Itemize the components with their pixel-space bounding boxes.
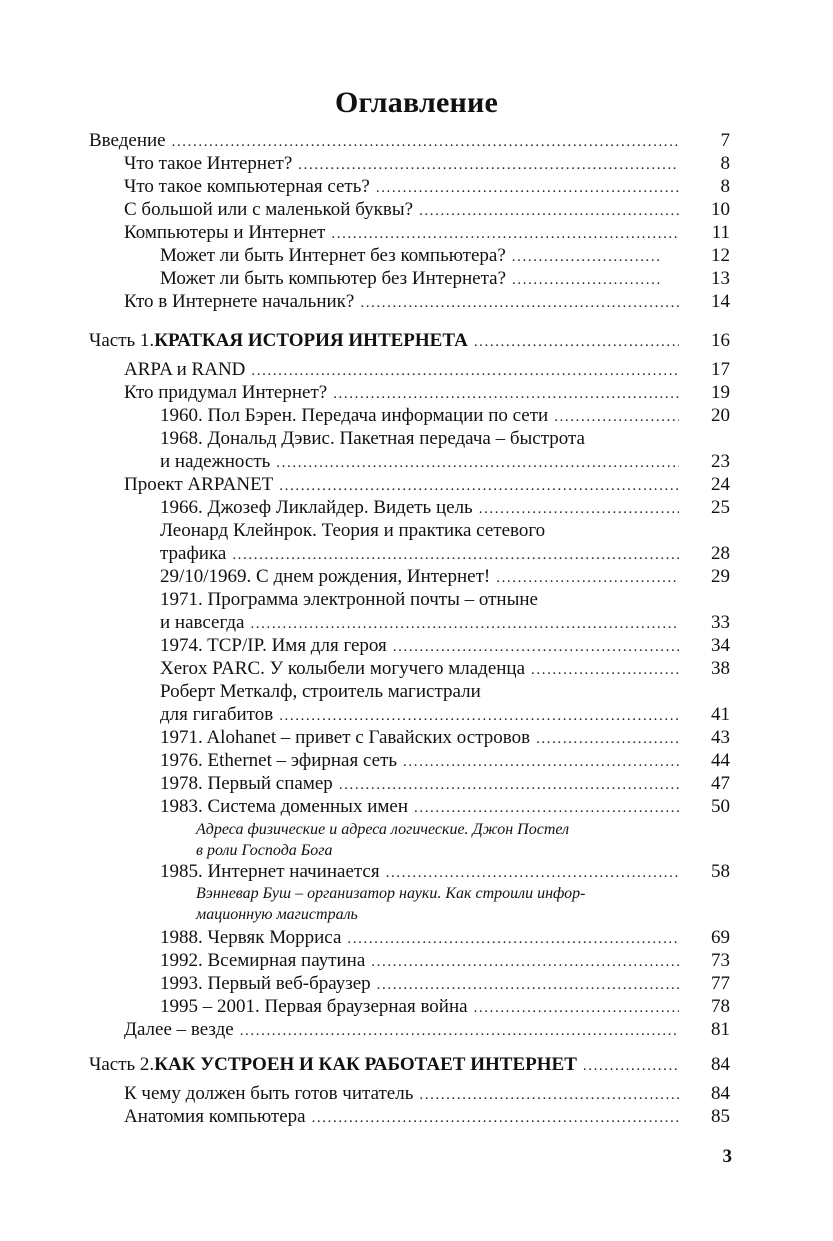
- leader-dots: [376, 177, 679, 200]
- toc-page-number: 11: [711, 222, 730, 243]
- toc-entry-text: Компьютеры и Интернет: [124, 222, 326, 243]
- leader-dots: [554, 406, 679, 429]
- toc-page-number: 7: [720, 130, 730, 151]
- toc-entry-text: 1985. Интернет начинается: [160, 861, 380, 882]
- toc-entry-text: 1978. Первый спамер: [160, 773, 333, 794]
- toc-entry-comp-internet[interactable]: [124, 221, 679, 246]
- toc-entry-text: 1966. Джозеф Ликлайдер. Видеть цель: [160, 497, 473, 518]
- toc-entry-spammer[interactable]: [160, 772, 679, 797]
- toc-page-number: 17: [711, 359, 730, 380]
- toc-subentry-bush-line1[interactable]: Вэнневар Буш – организатор науки. Как строили инфор-: [196, 885, 586, 902]
- toc-page-number: 58: [711, 861, 730, 882]
- toc-entry-email[interactable]: [160, 611, 679, 636]
- leader-dots: [386, 862, 679, 885]
- toc-entry-text: Что такое компьютерная сеть?: [124, 176, 370, 197]
- toc-entry-reader[interactable]: [124, 1082, 679, 1107]
- toc-entry-text: Что такое Интернет?: [124, 153, 293, 174]
- toc-entry-text: Xerox PARC. У колыбели могучего младенца: [160, 658, 526, 679]
- toc-entry-comp-without[interactable]: [160, 267, 660, 292]
- leader-dots: [414, 797, 679, 820]
- leader-dots: [496, 567, 679, 590]
- leader-dots: [240, 1020, 679, 1043]
- toc-entry-alohanet[interactable]: [160, 726, 679, 751]
- leader-dots: [347, 928, 679, 951]
- toc-entry-browser-war[interactable]: [160, 995, 679, 1020]
- toc-entry-text: 1988. Червяк Морриса: [160, 927, 342, 948]
- toc-page-number: 16: [711, 330, 730, 351]
- page-title: Оглавление: [334, 86, 499, 119]
- part-prefix: Часть 1.: [89, 330, 155, 351]
- leader-dots: [536, 728, 679, 751]
- leader-dots: [333, 383, 679, 406]
- toc-page-number: 69: [711, 927, 730, 948]
- leader-dots: [232, 544, 679, 567]
- toc-entry-anatomy[interactable]: [124, 1105, 679, 1130]
- leader-dots: [583, 1055, 679, 1078]
- toc-entry-text: ARPA и RAND: [124, 359, 246, 380]
- toc-entry-text: Проект ARPANET: [124, 474, 274, 495]
- part-prefix: Часть 2.: [89, 1054, 155, 1075]
- leader-dots: [474, 331, 679, 354]
- toc-entry-kleinrock[interactable]: [160, 542, 679, 567]
- toc-entry-who-invented[interactable]: [124, 381, 679, 406]
- leader-dots: [331, 223, 679, 246]
- leader-dots: [377, 974, 679, 997]
- toc-entry-text: Кто в Интернете начальник?: [124, 291, 355, 312]
- toc-entry-text: трафика: [160, 543, 227, 564]
- leader-dots: [360, 292, 679, 315]
- part-title: КРАТКАЯ ИСТОРИЯ ИНТЕРНЕТА: [154, 330, 468, 351]
- leader-dots: [512, 269, 660, 292]
- toc-page-number: 33: [711, 612, 730, 633]
- toc-entry-text: 1974. TCP/IP. Имя для героя: [160, 635, 387, 656]
- leader-dots: [251, 360, 679, 383]
- leader-dots: [250, 613, 679, 636]
- toc-entry-internet-without[interactable]: [160, 244, 660, 269]
- part-title: КАК УСТРОЕН И КАК РАБОТАЕТ ИНТЕРНЕТ: [154, 1054, 577, 1075]
- toc-entry-text: Может ли быть компьютер без Интернета?: [160, 268, 507, 289]
- toc-entry-text: Анатомия компьютера: [124, 1106, 306, 1127]
- toc-entry-web[interactable]: [160, 949, 679, 974]
- toc-page-number: 14: [711, 291, 730, 312]
- toc-entry-birthday[interactable]: [160, 565, 679, 590]
- toc-page-number: 28: [711, 543, 730, 564]
- toc-entry-everywhere[interactable]: [124, 1018, 679, 1043]
- toc-entry-arpanet[interactable]: [124, 473, 679, 498]
- toc-entry-text: 29/10/1969. С днем рождения, Интернет!: [160, 566, 491, 587]
- toc-entry-text: Может ли быть Интернет без компьютера?: [160, 245, 506, 266]
- toc-entry-text: 1971. Alohanet – привет с Гавайских островов: [160, 727, 531, 748]
- toc-entry-case[interactable]: [124, 198, 679, 223]
- toc-page-number: 8: [720, 176, 730, 197]
- toc-entry-metcalfe[interactable]: [160, 703, 679, 728]
- toc-page-number: 24: [711, 474, 730, 495]
- toc-page-number: 81: [711, 1019, 730, 1040]
- toc-entry-arpa[interactable]: [124, 358, 679, 383]
- toc-entry-ethernet[interactable]: [160, 749, 679, 774]
- toc-entry-part2[interactable]: [89, 1053, 679, 1078]
- leader-dots: [312, 1107, 679, 1130]
- leader-dots: [393, 636, 679, 659]
- leader-dots: [479, 498, 679, 521]
- toc-entry-text: для гигабитов: [160, 704, 274, 725]
- toc-page-number: 73: [711, 950, 730, 971]
- leader-dots: [474, 997, 679, 1020]
- toc-page-number: 13: [711, 268, 730, 289]
- toc-page-number: 85: [711, 1106, 730, 1127]
- toc-entry-metcalfe-line1[interactable]: Роберт Меткалф, строитель магистрали: [160, 681, 481, 702]
- toc-entry-intro[interactable]: [89, 129, 679, 154]
- toc-page-number: 20: [711, 405, 730, 426]
- toc-entry-browser[interactable]: [160, 972, 679, 997]
- toc-page-number: 50: [711, 796, 730, 817]
- toc-page-number: 10: [711, 199, 730, 220]
- leader-dots: [403, 751, 679, 774]
- toc-entry-what-internet[interactable]: [124, 152, 679, 177]
- toc-page-number: 38: [711, 658, 730, 679]
- toc-page-number: 43: [711, 727, 730, 748]
- leader-dots: [172, 131, 679, 154]
- toc-entry-email-line1[interactable]: 1971. Программа электронной почты – отныне: [160, 589, 538, 610]
- toc-page-number: 41: [711, 704, 730, 725]
- toc-entry-text: Введение: [89, 130, 166, 151]
- toc-entry-xerox[interactable]: [160, 657, 679, 682]
- toc-entry-dns[interactable]: [160, 795, 679, 820]
- leader-dots: [419, 200, 679, 223]
- toc-entry-baran[interactable]: [160, 404, 679, 429]
- toc-page-number: 29: [711, 566, 730, 587]
- toc-entry-text: 1983. Система доменных имен: [160, 796, 408, 817]
- leader-dots: [279, 475, 679, 498]
- toc-subentry-dns-line2[interactable]: в роли Господа Бога: [196, 842, 333, 859]
- leader-dots: [298, 154, 679, 177]
- toc-entry-text: 1995 – 2001. Первая браузерная война: [160, 996, 468, 1017]
- leader-dots: [531, 659, 679, 682]
- toc-page-number: 12: [711, 245, 730, 266]
- leader-dots: [419, 1084, 679, 1107]
- leader-dots: [339, 774, 679, 797]
- toc-entry-text: 1976. Ethernet – эфирная сеть: [160, 750, 398, 771]
- page-number: 3: [722, 1146, 732, 1167]
- toc-subentry-dns-line1[interactable]: Адреса физические и адреса логические. Джон Постел: [196, 821, 570, 838]
- toc-entry-davies-line1[interactable]: 1968. Дональд Дэвис. Пакетная передача – быстрота: [160, 428, 585, 449]
- leader-dots: [279, 705, 679, 728]
- toc-entry-text: Кто придумал Интернет?: [124, 382, 328, 403]
- toc-entry-text: 1993. Первый веб-браузер: [160, 973, 371, 994]
- toc-entry-davies[interactable]: [160, 450, 679, 475]
- toc-page-number: 44: [711, 750, 730, 771]
- toc-entry-text: и навсегда: [160, 612, 245, 633]
- leader-dots: [371, 951, 679, 974]
- toc-page-number: 78: [711, 996, 730, 1017]
- toc-entry-text: 1960. Пол Бэрен. Передача информации по сети: [160, 405, 549, 426]
- toc-entry-what-network[interactable]: [124, 175, 679, 200]
- toc-entry-boss[interactable]: [124, 290, 679, 315]
- toc-entry-kleinrock-line1[interactable]: Леонард Клейнрок. Теория и практика сетевого: [160, 520, 546, 541]
- toc-page-number: 34: [711, 635, 730, 656]
- leader-dots: [512, 246, 660, 269]
- toc-entry-text: и надежность: [160, 451, 271, 472]
- toc-entry-licklider[interactable]: [160, 496, 679, 521]
- toc-page-number: 84: [711, 1054, 730, 1075]
- toc-page-number: 23: [711, 451, 730, 472]
- leader-dots: [276, 452, 679, 475]
- toc-entry-tcpip[interactable]: [160, 634, 679, 659]
- toc-entry-text: Далее – везде: [124, 1019, 234, 1040]
- toc-subentry-bush-line2[interactable]: мационную магистраль: [196, 906, 358, 923]
- toc-page-number: 25: [711, 497, 730, 518]
- toc-page-number: 77: [711, 973, 730, 994]
- toc-entry-part1[interactable]: [89, 329, 679, 354]
- toc-entry-text: К чему должен быть готов читатель: [124, 1083, 414, 1104]
- toc-entry-text: С большой или с маленькой буквы?: [124, 199, 414, 220]
- toc-page-number: 84: [711, 1083, 730, 1104]
- toc-page-number: 47: [711, 773, 730, 794]
- toc-page-number: 19: [711, 382, 730, 403]
- toc-entry-begins[interactable]: [160, 860, 679, 885]
- toc-entry-text: 1992. Всемирная паутина: [160, 950, 366, 971]
- toc-entry-morris[interactable]: [160, 926, 679, 951]
- toc-page-number: 8: [720, 153, 730, 174]
